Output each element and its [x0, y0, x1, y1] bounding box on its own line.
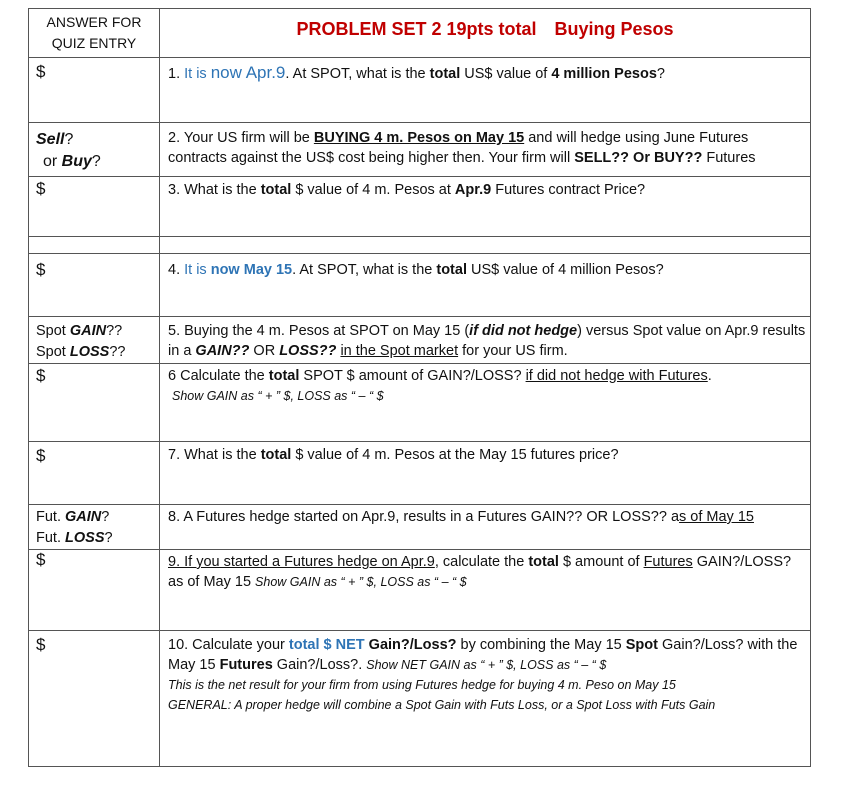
q10-text2: by combining the May 15	[456, 637, 626, 653]
question-4	[160, 254, 811, 317]
answer-label-line1: ANSWER FOR	[46, 14, 142, 30]
question-row-10	[29, 631, 811, 767]
q6-total: total	[268, 368, 300, 384]
gain-qmarks: ??	[106, 323, 123, 339]
dollar-sign: $	[36, 179, 46, 198]
question-row-7	[29, 442, 811, 505]
q10-total-net: total $ NET	[288, 637, 365, 653]
q2-text2: and will hedge using June Futures contracts against the US$ cost being higher then. Your firm will	[168, 130, 749, 166]
buy-label: Buy	[61, 153, 92, 170]
q10-gain-loss: Gain?/Loss?	[368, 637, 457, 653]
q9-futures: Futures	[643, 554, 693, 570]
or-label: or	[43, 153, 62, 170]
q4-text2: US$ value of 4 million Pesos?	[466, 262, 664, 278]
q9-text: , calculate the	[434, 554, 529, 570]
q3-text2: $ value of 4 m. Pesos at	[291, 182, 455, 198]
q9-sign-note: Show GAIN as “ + ” $, LOSS as “ – “ $	[255, 575, 467, 589]
q4-it-is: It is	[184, 262, 211, 278]
q5-text2: ) versus Spot value on Apr.9 results in a	[168, 323, 806, 359]
answer-cell-4[interactable]	[29, 254, 160, 317]
answer-cell-10[interactable]	[29, 631, 160, 767]
q2-futures: Futures	[702, 150, 756, 166]
q9-text2: $ amount of	[558, 554, 644, 570]
question-row-3	[29, 177, 811, 237]
q4-num: 4.	[168, 262, 185, 278]
q10-spot: Spot	[625, 637, 658, 653]
problem-set-table	[28, 8, 811, 767]
q6-period: .	[707, 368, 712, 384]
question-7	[160, 442, 811, 505]
title-cell	[160, 9, 811, 58]
q5-loss: LOSS??	[279, 343, 337, 359]
answer-cell-3[interactable]	[29, 177, 160, 237]
gain-word: GAIN	[65, 509, 102, 525]
q2-sell-or-buy: SELL?? Or BUY??	[574, 150, 703, 166]
spot-loss-label	[29, 342, 159, 363]
q5-gain: GAIN??	[195, 343, 250, 359]
sell-qmark: ?	[64, 131, 74, 148]
question-1	[160, 58, 811, 123]
fut-loss-label	[29, 528, 159, 549]
spacer-right	[160, 237, 811, 254]
buy-qmark: ?	[91, 153, 101, 170]
spacer-left	[29, 237, 160, 254]
question-row-5	[29, 317, 811, 364]
q10-text3: Gain?/Loss? with the May 15	[168, 637, 798, 673]
answer-cell-6[interactable]	[29, 364, 160, 442]
gain-word: GAIN	[69, 323, 107, 339]
question-row-2	[29, 123, 811, 177]
q5-if-not-hedge: if did not hedge	[469, 323, 578, 339]
loss-word: LOSS	[69, 344, 110, 360]
spot-word: Spot	[36, 323, 70, 339]
page-title: PROBLEM SET 2 19pts total	[296, 19, 537, 39]
q8-text: 8. A Futures hedge started on Apr.9, results in a Futures GAIN?? OR LOSS?? a	[168, 509, 680, 525]
answer-cell-7[interactable]	[29, 442, 160, 505]
q6-text: 6 Calculate the	[168, 368, 269, 384]
question-9	[160, 550, 811, 631]
q2-text: 2. Your US firm will be	[168, 130, 314, 146]
q2-buying: BUYING 4 m. Pesos on May 15	[313, 130, 525, 146]
q10-general-note: GENERAL: A proper hedge will combine a Spot Gain with Futs Loss, or a Spot Loss with Futs Gain	[168, 698, 716, 712]
dollar-sign: $	[36, 260, 46, 279]
answer-cell-5[interactable]	[29, 317, 160, 364]
q7-total: total	[260, 447, 292, 463]
loss-qmarks: ??	[109, 344, 126, 360]
q9-text3: GAIN?/LOSS? as of May 15	[168, 554, 792, 590]
q1-it-is: It is	[184, 66, 211, 82]
gain-qmark: ?	[101, 509, 110, 525]
q3-apr9: Apr.9	[454, 182, 492, 198]
q10-net-result-note: This is the net result for your firm from using Futures hedge for buying 4 m. Peso on May 15	[168, 678, 676, 692]
answer-cell-2[interactable]	[29, 123, 160, 177]
q1-amount: 4 million Pesos	[551, 66, 657, 82]
sell-label: Sell	[36, 131, 65, 148]
sell-or-buy-line2	[29, 151, 159, 173]
q1-text2: US$ value of	[460, 66, 552, 82]
q6-if-not-hedged: if did not hedge with Futures	[525, 368, 708, 384]
q1-text: . At SPOT, what is the	[285, 66, 430, 82]
question-row-4	[29, 254, 811, 317]
q7-text2: $ value of 4 m. Pesos at the May 15 futures price?	[291, 447, 619, 463]
page-subtitle: Buying Pesos	[554, 19, 674, 39]
q10-futures: Futures	[219, 657, 273, 673]
q1-qmark: ?	[656, 66, 665, 82]
header-row	[29, 9, 811, 58]
q9-if-started: 9. If you started a Futures hedge on Apr.9	[168, 554, 435, 570]
loss-qmark: ?	[104, 530, 113, 546]
question-2	[160, 123, 811, 177]
fut-gain-label	[29, 507, 159, 528]
fut-word: Fut.	[36, 509, 66, 525]
q10-text4: Gain?/Loss?.	[272, 657, 367, 673]
q4-text: . At SPOT, what is the	[292, 262, 437, 278]
q1-now-apr9: now Apr.9	[210, 63, 286, 82]
q6-text2: SPOT $ amount of GAIN?/LOSS?	[299, 368, 526, 384]
dollar-sign: $	[36, 550, 46, 569]
question-8	[160, 505, 811, 550]
q3-text3: Futures contract Price?	[491, 182, 646, 198]
question-row-1	[29, 58, 811, 123]
spot-word: Spot	[36, 344, 70, 360]
q7-text: 7. What is the	[168, 447, 261, 463]
q5-text3: for your US firm.	[458, 343, 568, 359]
fut-word: Fut.	[36, 530, 66, 546]
q4-total: total	[436, 262, 467, 278]
q3-text: 3. What is the	[168, 182, 261, 198]
answer-label-line2: QUIZ ENTRY	[51, 35, 137, 51]
answer-cell-1[interactable]	[29, 58, 160, 123]
spacer-row	[29, 237, 811, 254]
dollar-sign: $	[36, 446, 46, 465]
question-10	[160, 631, 811, 767]
dollar-sign: $	[36, 62, 46, 81]
q5-spot-market: in the Spot market	[340, 343, 459, 359]
spot-gain-label	[29, 321, 159, 342]
question-row-8	[29, 505, 811, 550]
question-3	[160, 177, 811, 237]
question-row-6	[29, 364, 811, 442]
sell-or-buy-line1	[29, 129, 159, 151]
q1-total: total	[429, 66, 461, 82]
q6-sign-note: Show GAIN as “ + ” $, LOSS as “ – “ $	[172, 389, 384, 403]
dollar-sign: $	[36, 635, 46, 654]
answer-cell-8[interactable]	[29, 505, 160, 550]
q4-now-may15: now May 15	[210, 262, 293, 278]
answer-cell-9[interactable]	[29, 550, 160, 631]
question-5	[160, 317, 811, 364]
question-6	[160, 364, 811, 442]
q3-total: total	[260, 182, 292, 198]
question-row-9	[29, 550, 811, 631]
q9-total: total	[528, 554, 559, 570]
q10-text: 10. Calculate your	[168, 637, 289, 653]
q8-as-of-may15: s of May 15	[679, 509, 754, 525]
answer-header-cell	[29, 9, 160, 58]
dollar-sign: $	[36, 366, 46, 385]
loss-word: LOSS	[65, 530, 105, 546]
q5-or: OR	[249, 343, 280, 359]
q5-text: 5. Buying the 4 m. Pesos at SPOT on May 15 (	[168, 323, 470, 339]
q10-sign-note: Show NET GAIN as “ + ” $, LOSS as “ – “ $	[366, 658, 607, 672]
q1-num: 1.	[168, 66, 185, 82]
